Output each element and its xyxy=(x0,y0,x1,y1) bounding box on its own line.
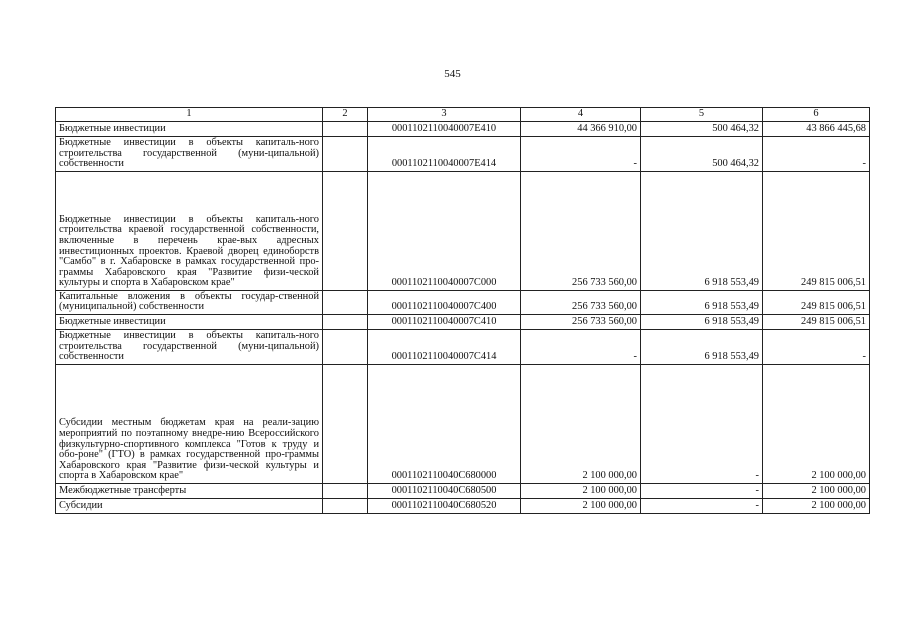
row-col6: 2 100 000,00 xyxy=(763,365,870,484)
row-col2 xyxy=(323,499,368,514)
table-header xyxy=(56,108,870,122)
row-code: 0001102110040007E414 xyxy=(368,137,521,172)
row-col6: 43 866 445,68 xyxy=(763,122,870,137)
table-row xyxy=(56,499,870,514)
row-col2 xyxy=(323,365,368,484)
row-col2 xyxy=(323,315,368,330)
table-row xyxy=(56,291,870,315)
table-row xyxy=(56,137,870,172)
row-col4: 256 733 560,00 xyxy=(521,172,641,291)
row-col2 xyxy=(323,291,368,315)
header-col-3: 3 xyxy=(368,108,521,122)
row-col2 xyxy=(323,122,368,137)
table-row xyxy=(56,315,870,330)
row-col2 xyxy=(323,330,368,365)
header-row xyxy=(56,108,870,122)
row-col5: 500 464,32 xyxy=(641,122,763,137)
row-code: 0001102110040C680500 xyxy=(368,484,521,499)
row-name: Бюджетные инвестиции xyxy=(56,315,323,330)
row-col5: - xyxy=(641,499,763,514)
row-code: 0001102110040C680520 xyxy=(368,499,521,514)
row-code: 0001102110040007C000 xyxy=(368,172,521,291)
row-col5: - xyxy=(641,484,763,499)
table-row xyxy=(56,484,870,499)
row-col6: - xyxy=(763,137,870,172)
budget-table xyxy=(55,107,870,514)
row-col5: 500 464,32 xyxy=(641,137,763,172)
row-name: Капитальные вложения в объекты государ-ственной (муниципальной) собственности xyxy=(56,291,323,315)
row-col5: 6 918 553,49 xyxy=(641,291,763,315)
row-col4: 256 733 560,00 xyxy=(521,315,641,330)
row-col4: 256 733 560,00 xyxy=(521,291,641,315)
header-col-2: 2 xyxy=(323,108,368,122)
row-code: 0001102110040C680000 xyxy=(368,365,521,484)
row-col2 xyxy=(323,137,368,172)
row-col6: 249 815 006,51 xyxy=(763,172,870,291)
row-name: Бюджетные инвестиции в объекты капиталь-ного строительства государственной (муни-ципальной) собственности xyxy=(56,137,323,172)
row-col5: 6 918 553,49 xyxy=(641,330,763,365)
row-col5: 6 918 553,49 xyxy=(641,172,763,291)
row-name: Бюджетные инвестиции в объекты капиталь-ного строительства государственной (муни-ципальной) собственности xyxy=(56,330,323,365)
row-col2 xyxy=(323,484,368,499)
row-col4: 2 100 000,00 xyxy=(521,499,641,514)
row-col6: 2 100 000,00 xyxy=(763,499,870,514)
row-name: Субсидии xyxy=(56,499,323,514)
row-col4: 44 366 910,00 xyxy=(521,122,641,137)
table-row xyxy=(56,172,870,291)
row-col4: - xyxy=(521,137,641,172)
row-col6: - xyxy=(763,330,870,365)
row-code: 0001102110040007C400 xyxy=(368,291,521,315)
table-body xyxy=(56,122,870,514)
row-col4: 2 100 000,00 xyxy=(521,484,641,499)
table-row xyxy=(56,122,870,137)
row-name: Субсидии местным бюджетам края на реали-зацию мероприятий по поэтапному внедре-нию Всероссийского физкультурно-спортивного комплекса "Готов к труду и обо-роне" (ГТО) в рамках государственной про-граммы Хабаровского края "Развитие физи-ческой культуры и спорта в Хабаровском крае" xyxy=(56,365,323,484)
page-number: 545 xyxy=(444,68,461,80)
row-col4: 2 100 000,00 xyxy=(521,365,641,484)
row-col5: 6 918 553,49 xyxy=(641,315,763,330)
row-col4: - xyxy=(521,330,641,365)
header-col-1: 1 xyxy=(56,108,323,122)
row-name: Бюджетные инвестиции xyxy=(56,122,323,137)
header-col-4: 4 xyxy=(521,108,641,122)
row-code: 0001102110040007E410 xyxy=(368,122,521,137)
row-col6: 249 815 006,51 xyxy=(763,315,870,330)
row-col6: 2 100 000,00 xyxy=(763,484,870,499)
table-row xyxy=(56,365,870,484)
row-code: 0001102110040007C410 xyxy=(368,315,521,330)
row-code: 0001102110040007C414 xyxy=(368,330,521,365)
header-col-6: 6 xyxy=(763,108,870,122)
row-name: Бюджетные инвестиции в объекты капиталь-ного строительства краевой государственной собственности, включенные в перечень крае-вых адресных инвестиционных проектов. Краевой дворец единоборств "Самбо" в г. Хабаровске в рамках государственной про-граммы Хабаровского края "Развитие физи-ческой культуры и спорта в Хабаровском крае" xyxy=(56,172,323,291)
row-col6: 249 815 006,51 xyxy=(763,291,870,315)
row-name: Межбюджетные трансферты xyxy=(56,484,323,499)
table-row xyxy=(56,330,870,365)
row-col2 xyxy=(323,172,368,291)
row-col5: - xyxy=(641,365,763,484)
header-col-5: 5 xyxy=(641,108,763,122)
